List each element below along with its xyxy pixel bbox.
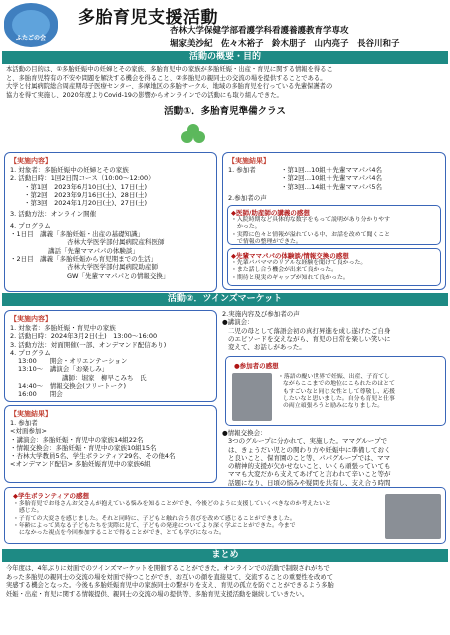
- a1-line: 2. 活動日時：1回2日間コース（10:00～12:00）: [10, 174, 155, 183]
- a2-lecture-line: 変えて、お話しがあった。: [228, 343, 306, 352]
- a2-result-line: ・情報交換会：多胎妊娠・育児中の家族10組15名: [10, 443, 157, 452]
- a2-impression-line: したいなと思いました。自分も育児と仕事: [283, 395, 395, 402]
- a2-exchange-label: ●情報交換会：: [222, 429, 267, 437]
- summary-text: [6, 565, 446, 599]
- a2-volunteer-line: 感じた。: [19, 508, 43, 515]
- a1-senpai-bullet: ・先輩パパママのリアルな経験を聞けて良かった。: [231, 260, 367, 266]
- a2-impression-line: の両立頑張ろうと励みになりました。: [283, 403, 384, 410]
- a2-volunteer-line: ・多胎育児でお母さんお父さんが抱えている悩みを知ることができ、今後どのように支援していくべきなのか考えたいと: [13, 501, 331, 507]
- activity1-bar: 活動①．多胎育児準備クラス: [2, 105, 448, 118]
- a1-line: 杏林大学医学部付属病院助産師: [67, 263, 158, 272]
- a1-lecture-bullet: ・入院時期など具体的な数字をもって説明があり分かりやす: [231, 217, 391, 223]
- summary-bar: まとめ: [2, 549, 448, 562]
- a2-result-box: [4, 405, 217, 483]
- a2-exchange-line: の精神的支援が欠かせないこと、いくら頑張っていても: [228, 462, 391, 471]
- overview-text: [6, 66, 446, 100]
- a1-senpai-bullet: ・また話し合う機会が出来て良かった。: [231, 267, 338, 274]
- a1-line: ・第2回 2023年9月16日(土)、28日(土): [24, 190, 147, 199]
- summary-line: あった多胎児の親同士の交流の場を対面で持つことができ、お互いの顔を直接見て、交流することの重要性を改めて: [6, 573, 333, 581]
- a2-lecture-line: 二児の母として落語会初の真打昇進を成し遂げたご自身: [228, 326, 391, 335]
- a1-line: GW「先輩ママパパとの情報交換」: [67, 271, 170, 280]
- clover-icon: [180, 123, 206, 149]
- a2-content-box: [4, 310, 217, 402]
- a1-content-head: 【実施内容】: [10, 157, 52, 165]
- a2-lecture-label: ●講演会：: [222, 318, 254, 327]
- a2-result-line: ・杏林大学教員5名、学生ボランティア29名、その他4名: [10, 452, 176, 461]
- a1-lecture-title: ◆医師/助産師の講義の感想: [231, 209, 310, 217]
- a2-line: 2. 活動日時：2024年3月2日(土) 13:00～16:00: [10, 332, 158, 341]
- a2-line: 13:00 開会・オリエンテーション: [18, 357, 128, 366]
- a1-lecture-bullet: かった。: [237, 224, 261, 231]
- overview-line: 大学と付属病院総合周産期母子医療センター、多摩地区の多胎サークル、地域の多胎育児を行っている先輩保護者の: [6, 83, 333, 91]
- a1-content-box: [4, 152, 217, 292]
- a1-lecture-bullet: で情報の整理ができた。: [237, 238, 302, 245]
- a2-result-line: ・講演会：多胎妊娠・育児中の家族14組22名: [10, 435, 144, 444]
- a1-line: 講話「先輩ママパパの体験談」: [48, 246, 139, 255]
- overview-bar: 活動の概要・目的: [2, 51, 448, 64]
- a2-voices-label: 2.実施内容及び参加者の声: [222, 310, 300, 318]
- summary-line: 妊娠・出産・育児に関する情報提供、親同士の交流の場の提供等、多胎育児支援活動を継続していきたい。: [6, 590, 309, 598]
- a1-voices-label: 2.参加者の声: [228, 194, 267, 202]
- a2-result-line: <オンデマンド配信> 多胎妊娠育児中の家族6組: [10, 460, 151, 469]
- a1-participant: ・第2回…10組＋先輩ママパパ4名: [281, 174, 382, 183]
- volunteer-photo: [385, 494, 441, 539]
- a1-participant: ・第3回…14組＋先輩ママパパ5名: [281, 182, 382, 191]
- activity2-bar: 活動②．ツインズマーケット: [2, 293, 448, 306]
- a2-exchange-line: 3つのグループに分かれて、実施した。ママグループで: [228, 437, 388, 446]
- a1-lecture-box: [227, 205, 441, 245]
- a2-exchange-line: 話題になり、日頃の悩みや疑問を共有し、支え合う時間: [228, 478, 391, 487]
- affiliation: 杏林大学保健学部看護学科看護養護教育学専攻: [170, 26, 349, 36]
- logo-text: ふたごの会: [15, 35, 46, 42]
- a2-line: 13:10～ 講演会「お楽しみ」: [18, 365, 109, 374]
- poster-title: 多胎育児支援活動: [78, 8, 218, 28]
- a2-impression-line: ながらここまでの地位にこられたのはとて: [283, 381, 395, 388]
- a1-participant: ・第1回…10組＋先輩ママパパ4名: [281, 166, 382, 174]
- a2-result-line: 1. 参加者: [10, 419, 38, 427]
- poster-header: [0, 0, 450, 50]
- a2-impression-box: [225, 356, 446, 426]
- a2-lecture-line: のエピソードを交えながら、育児の日常を楽しい笑いに: [228, 334, 391, 343]
- a1-line: ・2日目 講義「多胎妊娠から育児期までの生活」: [10, 254, 158, 263]
- summary-line: 実感する機会となった。今後も多胎妊娠育児中の家族同士の繋がりを支え、育児の孤立を防ぐことができるよう多胎: [6, 582, 334, 590]
- a2-volunteer-box: [4, 487, 446, 544]
- a1-result-head: 【実施結果】: [228, 157, 270, 165]
- a1-line: ・1日目 講義「多胎妊娠・出産の基礎知識」: [10, 230, 145, 239]
- a2-line: 14:40～ 情報交換会(フリートーク): [18, 382, 127, 391]
- overview-line: と、多胎育児特有の不安や問題を解決する機会を得ること、②多胎児の親同士の交流の場を提供することである。: [6, 74, 327, 82]
- a1-result-box: [222, 152, 446, 290]
- a1-senpai-title: ◆先輩ママパパの体験談/情報交換の感想: [231, 252, 349, 260]
- a1-participants-label: 1. 参加者: [228, 166, 256, 174]
- a2-result-head: 【実施結果】: [10, 410, 52, 418]
- a1-line: ・第3回 2024年1月20日(土)、27日(土): [24, 199, 147, 208]
- a1-lecture-bullet: ・実際に色々と情報が溢れている中、お話を改めて聞くこと: [231, 231, 391, 238]
- a2-line: 3. 活動方法：対面開催(一部、オンデマンド配信あり): [10, 340, 167, 349]
- a2-line: 講師：堀家 柳早こみち 氏: [62, 373, 147, 382]
- a2-volunteer-line: ・年齢によって異なる子どもたちを実際に見て、子どもの発達についてより深く学ぶことができた。今まで: [13, 522, 296, 529]
- a1-line: 杏林大学医学部付属病院産科医師: [67, 238, 165, 247]
- a2-exchange-line: ママも大変だから支えてあげてと言われて辛いこと等が: [228, 470, 391, 479]
- a2-exchange: [222, 429, 448, 495]
- a2-content-head: 【実施内容】: [10, 315, 52, 323]
- a2-impression-line: ・落語の醍い世界で妊娠、出産、子育てし: [278, 374, 390, 380]
- logo: [4, 3, 58, 47]
- a1-line: 1. 対象者：多胎妊娠中の妊婦とその家族: [10, 166, 129, 174]
- a1-senpai-bullet: ・期待と現実のギャップが知れて良かった。: [231, 274, 349, 281]
- a2-volunteer-line: ・子育ての大変さを感じました。それと同時に、子どもと触れ合う喜びを改めて感じることができました。: [13, 515, 296, 522]
- a2-volunteer-title: ◆学生ボランティアの感想: [13, 492, 89, 500]
- authors: 堀家美沙紀 佐々木裕子 鈴木朋子 山内亮子 長谷川和子: [170, 39, 400, 49]
- a2-impression-line: もすごいなと同じ女性として尊敬し、応援: [283, 388, 395, 395]
- a2-result-line: <対面参加>: [10, 427, 47, 436]
- a1-senpai-box: [227, 248, 441, 286]
- a2-line: 4. プログラム: [10, 348, 51, 357]
- a2-volunteer-line: になかった視点を今回参加することで得ることができ、とても学びになった。: [19, 530, 225, 537]
- a2-line: 16:00 閉会: [18, 390, 63, 399]
- a2-line: 1. 対象者：多胎妊娠・育児中の家族: [10, 324, 116, 332]
- speaker-photo: [232, 373, 272, 421]
- summary-line: 今年度は、4年ぶりに対面でのツインズマーケットを開催することができた。オンラインでの活動で制限されがちで: [6, 565, 330, 572]
- a1-line: 4. プログラム: [10, 221, 51, 230]
- overview-line: 本活動の目的は、①多胎妊娠中の妊婦とその家族、多胎育児中の家族が多胎妊娠・出産・育児に関する情報を得るこ: [6, 66, 333, 73]
- a2-exchange-line: は、きょうだい児との関わり方や妊娠中に準備しておく: [228, 445, 391, 454]
- overview-line: 協力を得て実施し、2020年度よりCovid-19の影響からオンラインでの活動にも取り組んできた。: [6, 91, 283, 99]
- a1-line: 3. 活動方法：オンライン開催: [10, 210, 97, 219]
- a2-impression-title: ●参加者の感想: [234, 362, 279, 370]
- a1-line: ・第1回 2023年6月10日(土)、17日(土): [24, 182, 147, 191]
- a2-voices: [222, 310, 448, 351]
- a2-exchange-line: と良いこと、保育園のこと等、パパグループでは、ママ: [228, 453, 391, 462]
